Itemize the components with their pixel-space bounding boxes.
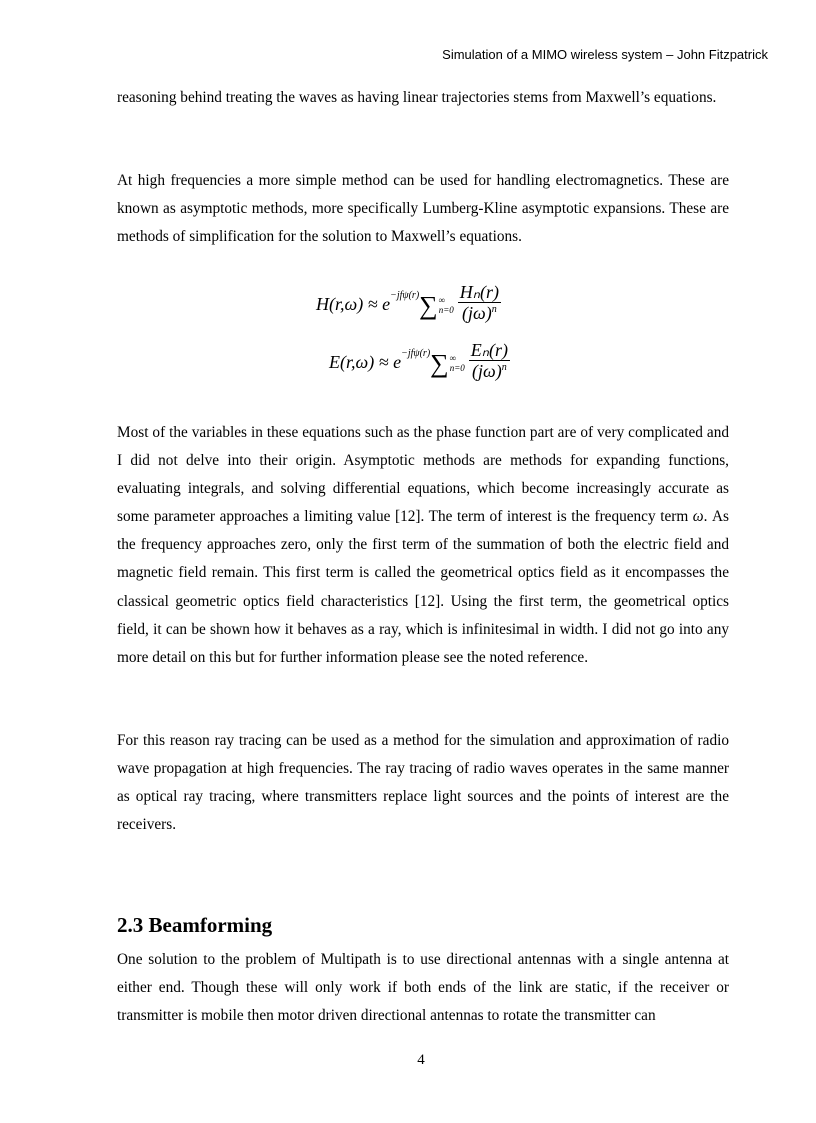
- eq-lhs: E(r,ω) ≈ e: [329, 352, 402, 372]
- eq-lhs: H(r,ω) ≈ e: [316, 294, 391, 314]
- eq-den-exp: n: [501, 362, 507, 373]
- eq-denominator: (jω): [472, 361, 502, 381]
- section-paragraph: One solution to the problem of Multipath is to use directional antennas with a single antenna at either end. Though these will only work if both ends of the link are static, if the receiver or transmitter is mobile then motor driven directional antennas to rotate the transmitter can: [117, 951, 729, 1025]
- eq-sum: ∑: [430, 348, 449, 378]
- paragraph-2: At high frequencies a more simple method can be used for handling electromagnetics. These are known as asymptotic methods, more specifically Lumberg-Kline asymptotic expansions. These are methods of simplification for the solution to Maxwell’s equations.: [117, 172, 729, 246]
- eq-exponent: −jfψ(r): [390, 290, 420, 301]
- section-heading: 2.3 Beamforming: [117, 913, 273, 937]
- paragraph-3-start: Most of the variables in these equations such as the phase function part are of very complicated and I did not delve into their origin. Asymptotic methods are methods for expanding functions, evaluating integrals, and solving differential equations, which become increasingly accurate as some parameter approaches a limiting value [12]. The term of interest is the frequency term: [117, 424, 729, 526]
- eq-lower: n=0: [449, 362, 465, 373]
- running-header: Simulation of a MIMO wireless system – John Fitzpatrick: [442, 47, 768, 62]
- paragraph-3-end: . As the frequency approaches zero, only the first term of the summation of both the electric field and magnetic field remain. This first term is called the geometrical optics field as it encompasses the classical geometric optics field characteristics [12]. Using the first term, the geometrical optics field, it can be shown how it behaves as a ray, which is infinitesimal in width. I did not go into any more detail on this but for further information please see the noted reference.: [117, 508, 730, 666]
- eq-numerator: Eₙ(r): [470, 340, 508, 360]
- equation-h: [316, 282, 501, 327]
- paragraph-1: reasoning behind treating the waves as having linear trajectories stems from Maxwell’s equations.: [117, 89, 717, 106]
- eq-sum: ∑: [419, 290, 438, 320]
- page-number: 4: [417, 1052, 425, 1068]
- eq-numerator: Hₙ(r): [459, 282, 499, 302]
- eq-upper: ∞: [438, 294, 446, 305]
- eq-den-exp: n: [491, 304, 497, 315]
- paragraph-4: For this reason ray tracing can be used as a method for the simulation and approximation of radio wave propagation at high frequencies. The ray tracing of radio waves operates in the same manner as optical ray tracing, where transmitters replace light sources and the points of interest are the receivers.: [117, 732, 729, 834]
- eq-upper: ∞: [449, 352, 457, 363]
- omega-symbol: ω: [692, 508, 704, 526]
- eq-lower: n=0: [438, 304, 454, 315]
- paragraph-3: [117, 419, 729, 672]
- eq-exponent: −jfψ(r): [401, 348, 431, 359]
- eq-denominator: (jω): [462, 303, 492, 323]
- equation-e: [329, 340, 510, 385]
